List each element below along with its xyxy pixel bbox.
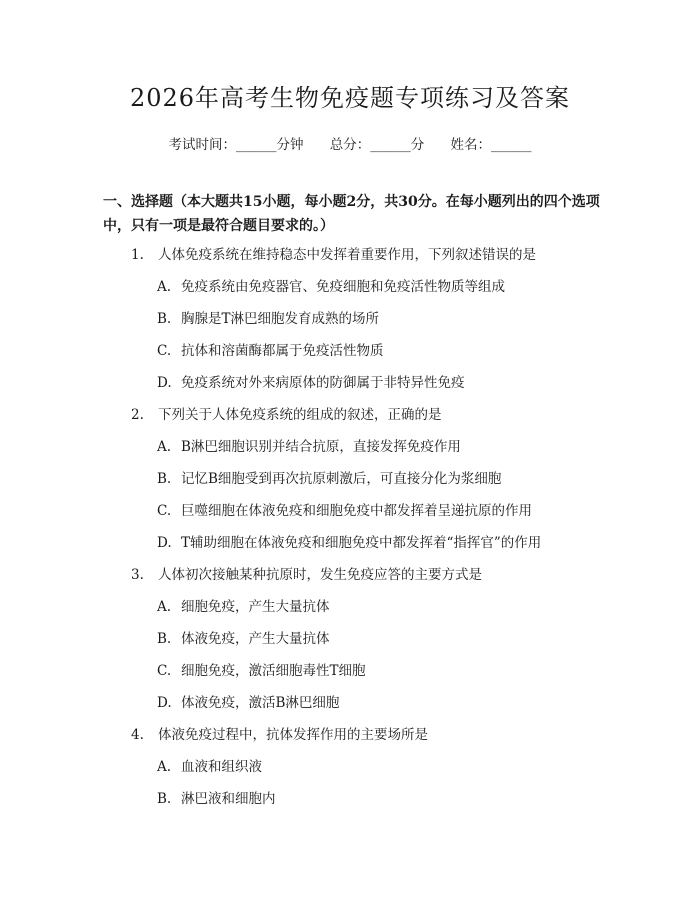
- option-2c: [157, 499, 532, 519]
- option-text: 体液免疫，产生大量抗体: [181, 631, 330, 647]
- question-4: [131, 723, 428, 743]
- option-text: 胸腺是T淋巴细胞发育成熟的场所: [181, 311, 380, 327]
- option-label: A.: [157, 439, 172, 455]
- option-text: B淋巴细胞识别并结合抗原，直接发挥免疫作用: [181, 439, 461, 455]
- option-1a: [157, 275, 505, 295]
- option-4a: [157, 755, 262, 775]
- question-number: 3.: [131, 567, 144, 583]
- option-label: C.: [157, 663, 172, 679]
- exam-score: 总分：______分: [329, 137, 425, 153]
- question-text: 人体初次接触某种抗原时，发生免疫应答的主要方式是: [158, 567, 482, 583]
- student-name: 姓名：______: [450, 137, 532, 153]
- option-label: B.: [157, 471, 172, 487]
- option-1c: [157, 339, 384, 359]
- option-text: 淋巴液和细胞内: [181, 791, 276, 807]
- option-label: D.: [157, 375, 172, 391]
- section-heading: 一、选择题（本大题共15小题，每小题2分，共30分。在每小题列出的四个选项中，只有一项是最符合题目要求的。）: [103, 194, 600, 234]
- option-label: C.: [157, 503, 172, 519]
- option-3d: [157, 691, 339, 711]
- option-2a: [157, 435, 461, 455]
- exam-time: 考试时间：______分钟: [168, 137, 304, 153]
- option-text: 免疫系统对外来病原体的防御属于非特异性免疫: [181, 375, 465, 391]
- option-label: A.: [157, 599, 172, 615]
- option-text: 巨噬细胞在体液免疫和细胞免疫中都发挥着呈递抗原的作用: [181, 503, 532, 519]
- option-text: 细胞免疫，产生大量抗体: [181, 599, 330, 615]
- option-label: A.: [157, 279, 172, 295]
- option-3a: [157, 595, 330, 615]
- question-1: [131, 243, 536, 263]
- option-1b: [157, 307, 379, 327]
- option-text: T辅助细胞在体液免疫和细胞免疫中都发挥着“指挥官”的作用: [181, 535, 542, 551]
- option-label: A.: [157, 759, 172, 775]
- exam-meta: [0, 133, 700, 153]
- option-2b: [157, 467, 501, 487]
- option-2d: [157, 531, 541, 551]
- question-text: 人体免疫系统在维持稳态中发挥着重要作用，下列叙述错误的是: [158, 247, 536, 263]
- question-text: 体液免疫过程中，抗体发挥作用的主要场所是: [158, 727, 428, 743]
- option-4b: [157, 787, 276, 807]
- option-text: 体液免疫，激活B淋巴细胞: [181, 695, 340, 711]
- option-text: 抗体和溶菌酶都属于免疫活性物质: [181, 343, 384, 359]
- option-3c: [157, 659, 366, 679]
- page-title: 2026年高考生物免疫题专项练习及答案: [129, 84, 571, 112]
- option-label: D.: [157, 695, 172, 711]
- option-text: 细胞免疫，激活细胞毒性T细胞: [181, 663, 366, 679]
- question-number: 4.: [131, 727, 144, 743]
- option-1d: [157, 371, 465, 391]
- option-3b: [157, 627, 330, 647]
- option-text: 免疫系统由免疫器官、免疫细胞和免疫活性物质等组成: [181, 279, 505, 295]
- question-number: 2.: [131, 407, 144, 423]
- option-label: B.: [157, 791, 172, 807]
- option-label: B.: [157, 311, 172, 327]
- option-label: C.: [157, 343, 172, 359]
- option-text: 记忆B细胞受到再次抗原刺激后，可直接分化为浆细胞: [181, 471, 502, 487]
- question-2: [131, 403, 442, 423]
- option-label: D.: [157, 535, 172, 551]
- question-number: 1.: [131, 247, 144, 263]
- question-3: [131, 563, 482, 583]
- option-label: B.: [157, 631, 172, 647]
- question-text: 下列关于人体免疫系统的组成的叙述，正确的是: [158, 407, 442, 423]
- option-text: 血液和组织液: [181, 759, 262, 775]
